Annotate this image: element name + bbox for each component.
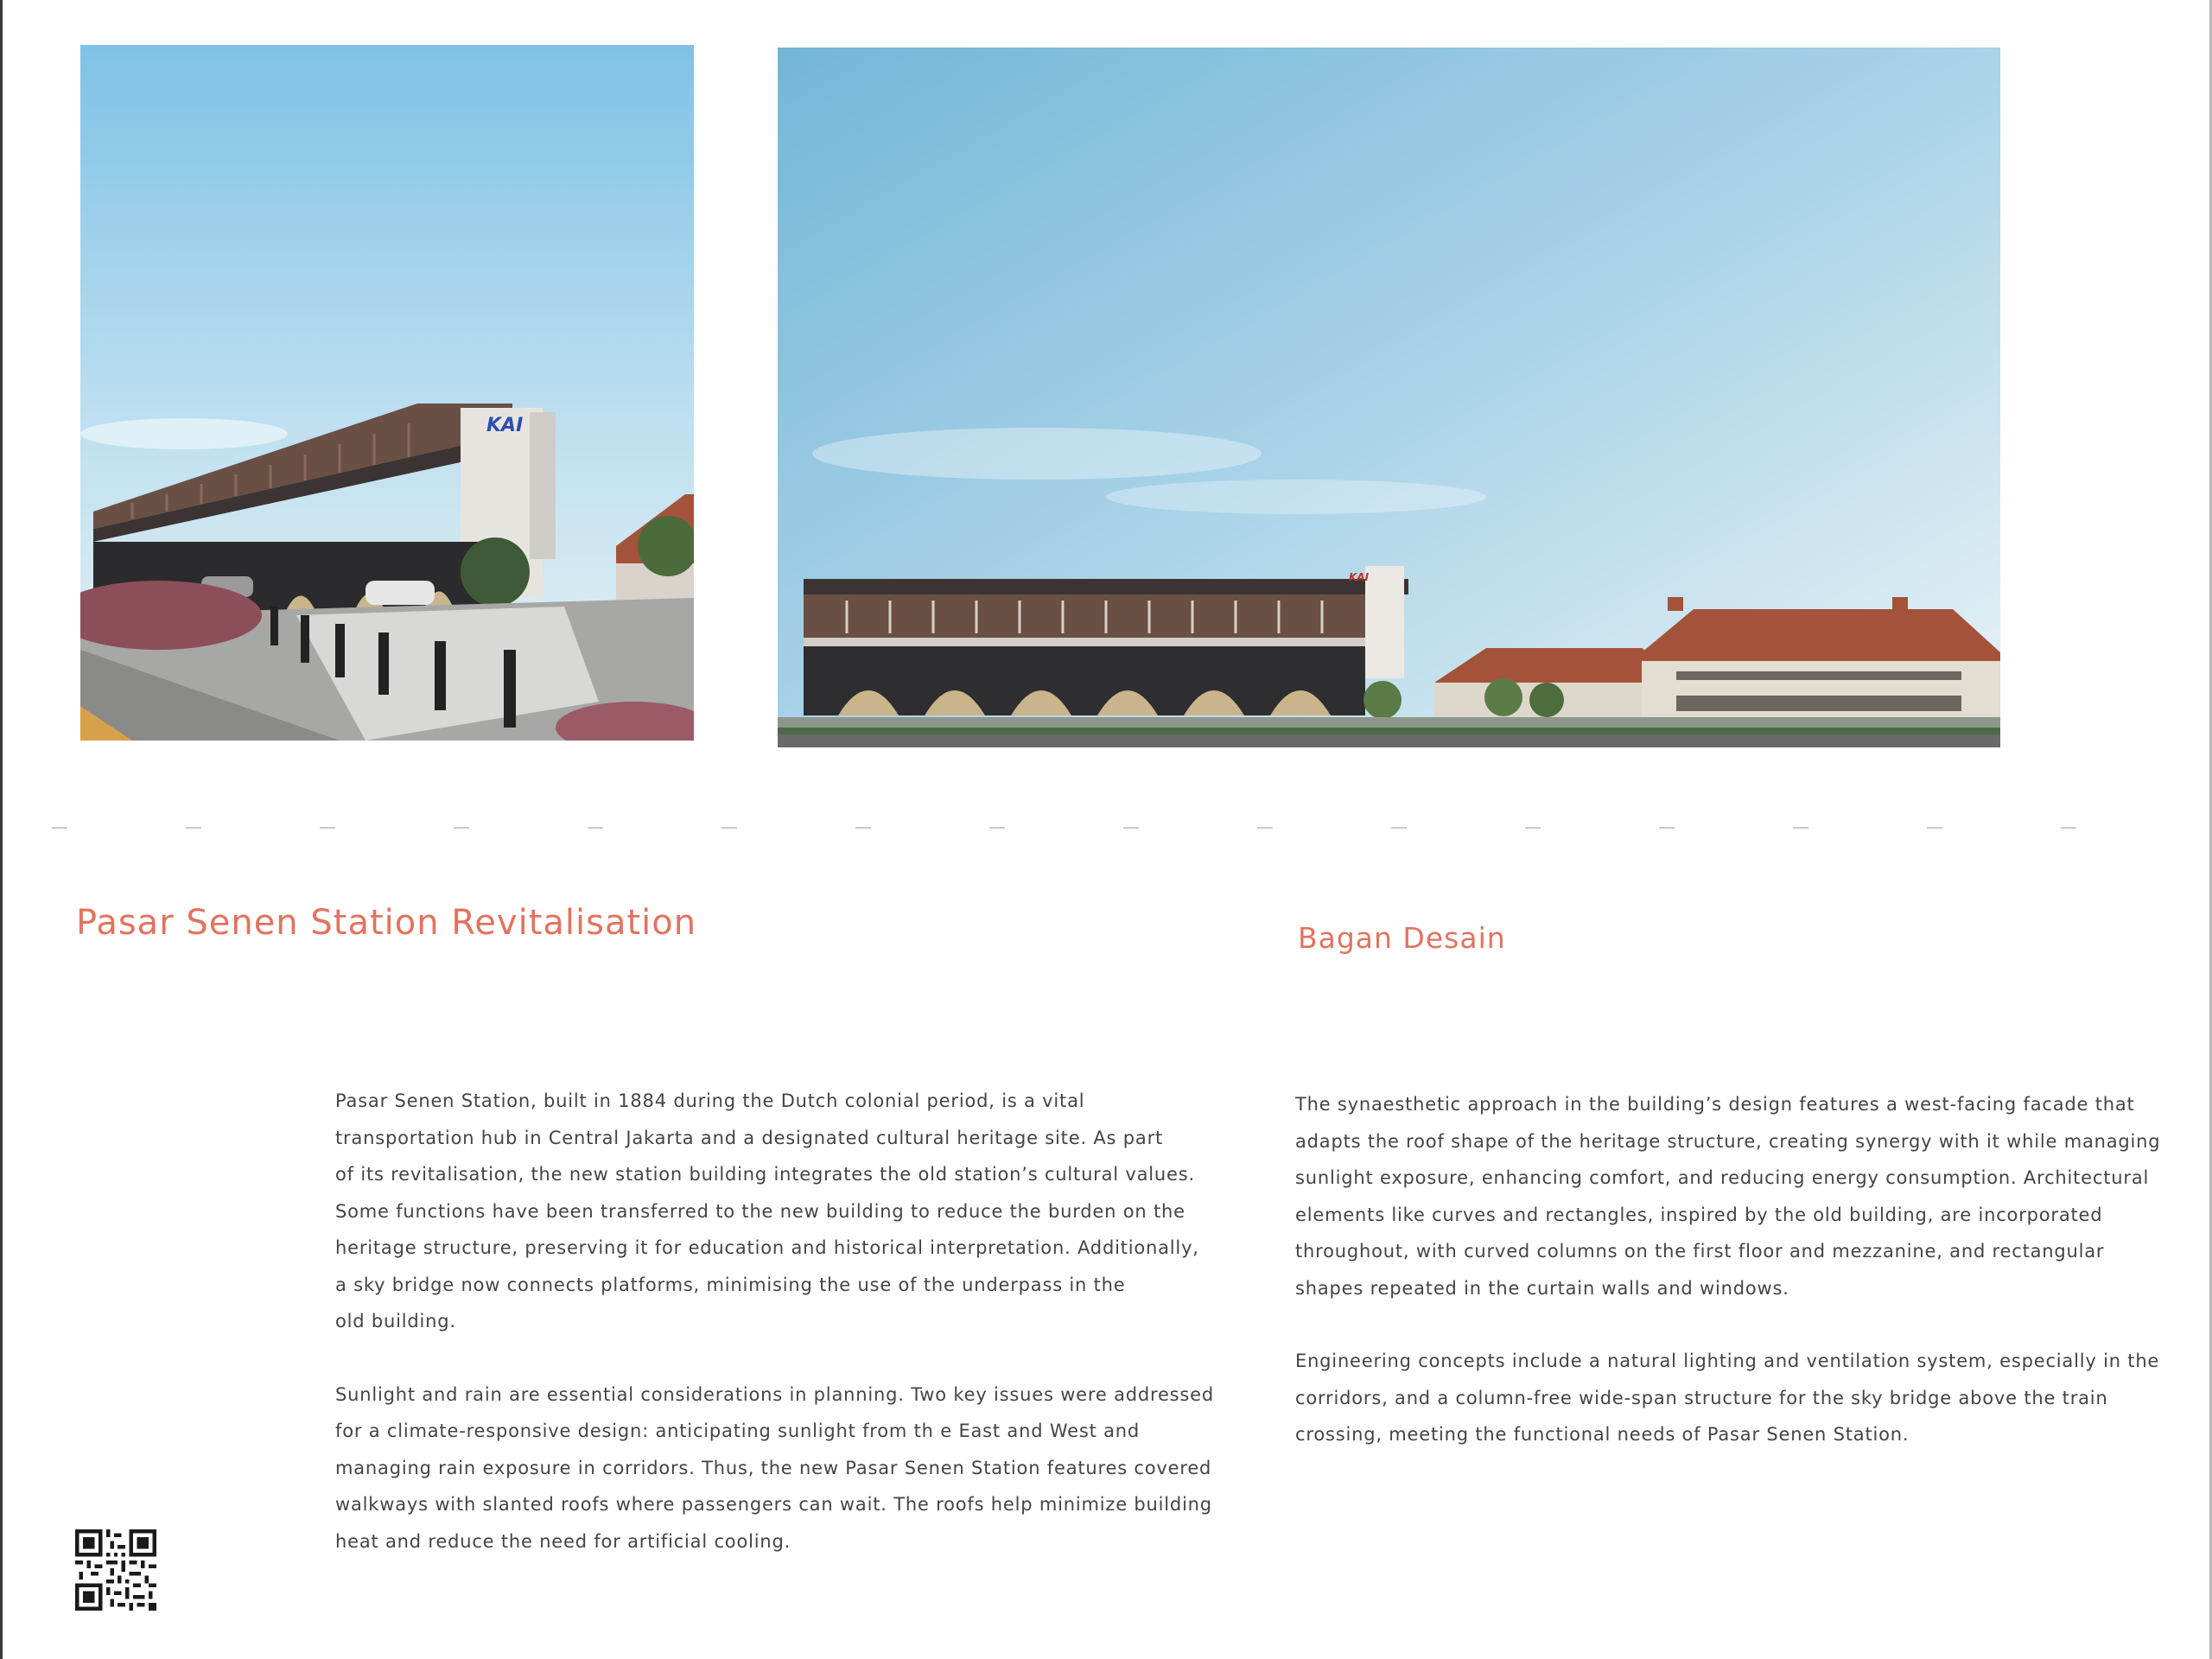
text-line: a sky bridge now connects platforms, minimising the use of the underpass in the [335,1274,1126,1295]
kai-logo-right [1349,571,1369,583]
left-paragraph-1 [335,1083,1217,1340]
text-line: elements like curves and rectangles, inspired by the old building, are incorporated [1295,1204,2103,1225]
text-line: walkways with slanted roofs where passengers can wait. The roofs help minimize building [335,1494,1212,1515]
kai-logo-left-text: KAI [486,415,524,436]
text-line: managing rain exposure in corridors. Thus, the new Pasar Senen Station features covered [335,1457,1212,1478]
left-paragraph-2 [335,1376,1217,1560]
text-line: Engineering concepts include a natural lighting and ventilation system, especially in the [1295,1351,2160,1371]
text-line: crossing, meeting the functional needs of Pasar Senen Station. [1295,1424,1910,1445]
text-line: for a climate-responsive design: anticipating sunlight from th e East and West and [335,1421,1141,1441]
text-line: sunlight exposure, enhancing comfort, and reducing energy consumption. Architectural [1295,1167,2150,1188]
page-edge-left [0,0,3,1659]
text-line: heritage structure, preserving it for education and historical interpretation. Additionally, [335,1237,1199,1258]
kai-logo-left [486,415,523,436]
text-line: old building. [335,1311,456,1332]
text-line: of its revitalisation, the new station building integrates the old station’s cultural values. [335,1164,1195,1185]
scan-marks [52,827,2126,836]
text-line: heat and reduce the need for artificial cooling. [335,1530,791,1552]
right-paragraph-2 [1295,1343,2177,1453]
station-elevation-rendering [778,48,2000,747]
right-paragraph-1 [1295,1086,2177,1306]
kai-logo-right-text: KAI [1349,571,1370,583]
text-line: transportation hub in Central Jakarta and a designated cultural heritage site. As part [335,1127,1164,1148]
section-subtitle: Bagan Desain [1298,921,1506,955]
text-line: Sunlight and rain are essential considerations in planning. Two key issues were addressed [335,1383,1215,1405]
right-text-column [1295,1086,2177,1453]
text-line: adapts the roof shape of the heritage structure, creating synergy with it while managing [1295,1130,2161,1152]
text-line: Some functions have been transferred to the new building to reduce the burden on the [335,1200,1185,1222]
qr-code-icon[interactable] [75,1529,156,1611]
station-perspective-rendering [80,45,694,741]
text-line: throughout, with curved columns on the first floor and mezzanine, and rectangular [1295,1241,2105,1262]
text-line: corridors, and a column-free wide-span structure for the sky bridge above the train [1295,1387,2108,1408]
page-title: Pasar Senen Station Revitalisation [76,903,697,943]
text-line: The synaesthetic approach in the building’s design features a west-facing facade that [1295,1094,2135,1115]
text-line: shapes repeated in the curtain walls and windows. [1295,1277,1789,1299]
text-line: Pasar Senen Station, built in 1884 during the Dutch colonial period, is a vital [335,1090,1085,1111]
left-text-column [335,1083,1217,1560]
